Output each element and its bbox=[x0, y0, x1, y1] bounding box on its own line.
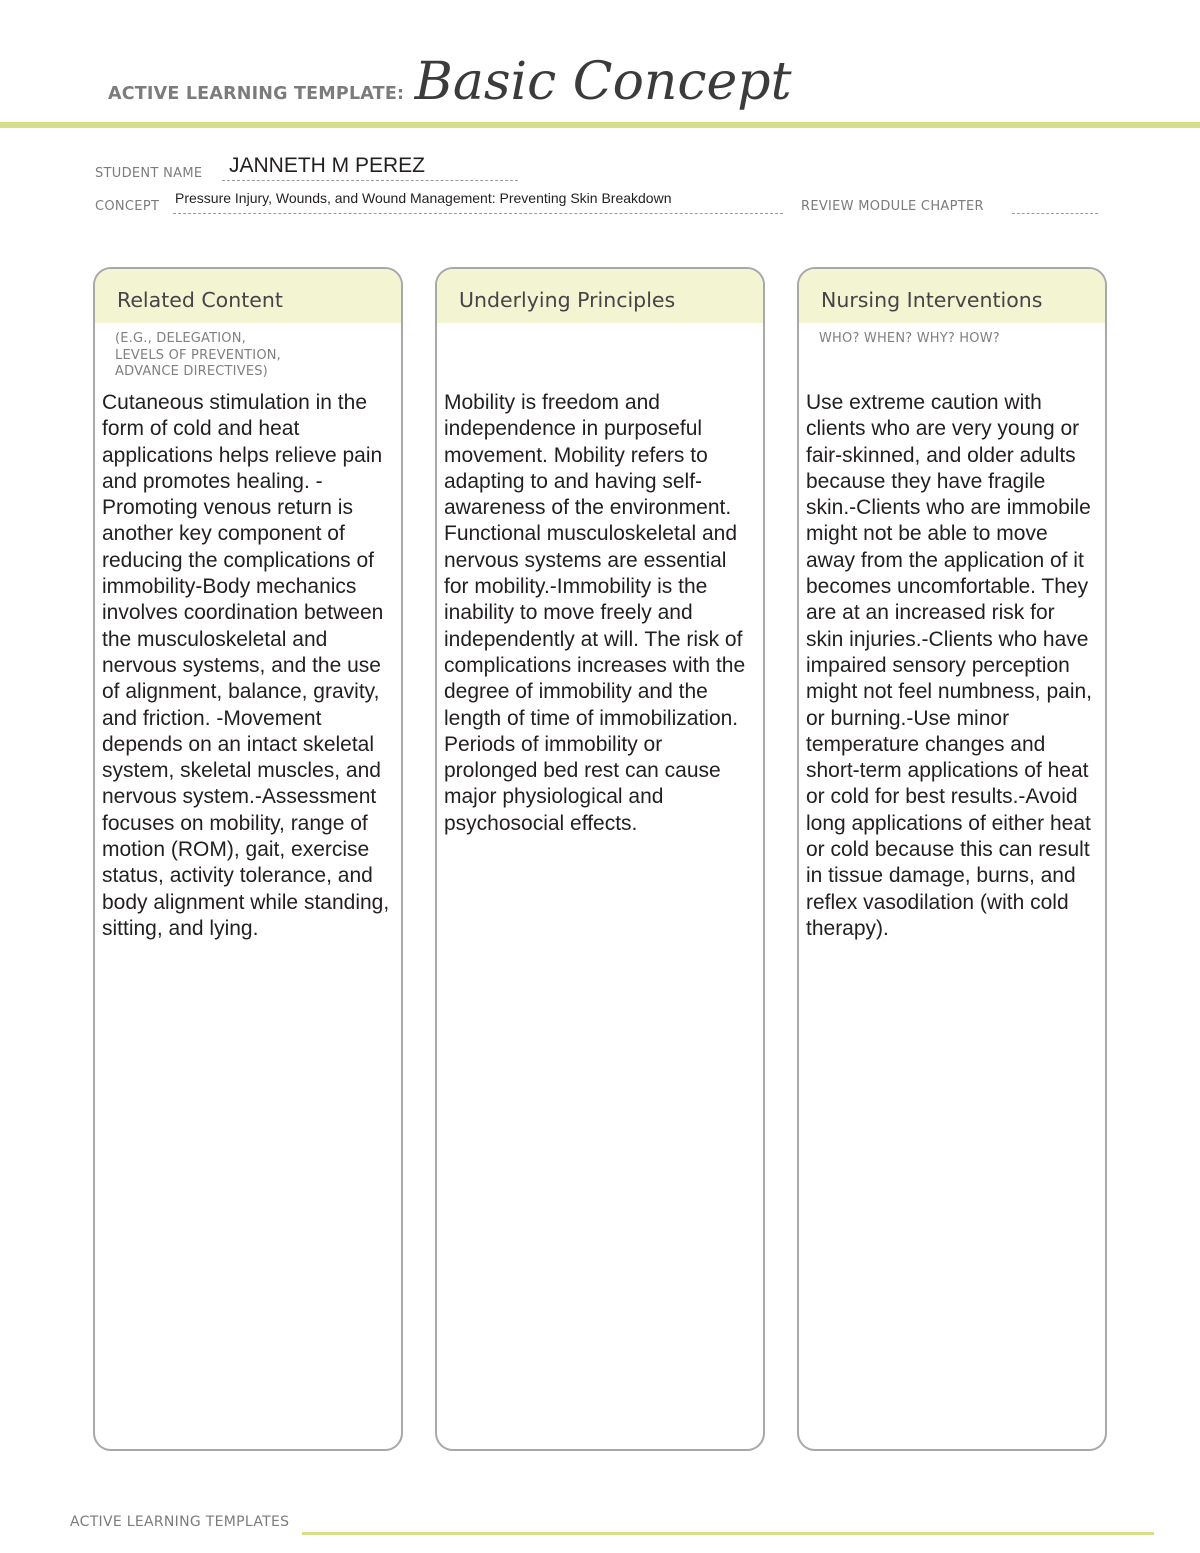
nursing-interventions-panel bbox=[797, 267, 1107, 1451]
nursing-interventions-subtitle: WHO? WHEN? WHY? HOW? bbox=[819, 331, 1000, 346]
related-content-subtitle: (E.G., DELEGATION, LEVELS OF PREVENTION, ADVANCE DIRECTIVES) bbox=[115, 331, 282, 379]
student-name-field[interactable]: JANNETH M PEREZ bbox=[229, 154, 426, 177]
review-module-line bbox=[1012, 213, 1098, 214]
template-label: ACTIVE LEARNING TEMPLATE: bbox=[108, 84, 405, 104]
underlying-principles-text[interactable]: Mobility is freedom and independence in purposeful movement. Mobility refers to adapting to and having self-awareness of the environment. Functional musculoskeletal and nervous systems are essential for mobility.-Immobility is the inability to move freely and independently at will. The risk of complications increases with the degree of immobility and the length of time of immobilization. Periods of immobility or prolonged bed rest can cause major physiological and psychosocial effects. bbox=[444, 391, 746, 835]
nursing-interventions-text[interactable]: Use extreme caution with clients who are very young or fair-skinned, and older adults because they have fragile skin.-Clients who are immobile might not be able to move away from the application of it becomes uncomfortable. They are at an increased risk for skin injuries.-Clients who have impaired sensory perception might not feel numbness, pain, or burning.-Use minor temperature changes and short-term applications of heat or cold for best results.-Avoid long applications of either heat or cold because this can result in tissue damage, burns, and reflex vasodilation (with cold therapy). bbox=[806, 391, 1093, 940]
template-header bbox=[108, 52, 791, 122]
footer-label: ACTIVE LEARNING TEMPLATES bbox=[70, 1514, 290, 1530]
student-name-label: STUDENT NAME bbox=[95, 166, 203, 181]
related-content-panel bbox=[93, 267, 403, 1451]
header-divider bbox=[0, 122, 1200, 128]
template-title: Basic Concept bbox=[414, 52, 792, 112]
related-content-text[interactable]: Cutaneous stimulation in the form of cold and heat applications helps relieve pain and promotes healing. -Promoting venous return is another key component of reducing the complications of immobility-Body mechanics involves coordination between the musculoskeletal and nervous systems, and the use of alignment, balance, gravity, and friction. -Movement depends on an intact skeletal system, skeletal muscles, and nervous system.-Assessment focuses on mobility, range of motion (ROM), gait, exercise status, activity tolerance, and body alignment while standing, sitting, and lying. bbox=[102, 391, 390, 940]
student-name-line bbox=[222, 180, 518, 181]
underlying-principles-title: Underlying Principles bbox=[437, 269, 763, 323]
review-module-label: REVIEW MODULE CHAPTER bbox=[801, 199, 984, 214]
concept-line bbox=[173, 213, 783, 214]
footer-divider bbox=[302, 1532, 1154, 1535]
nursing-interventions-title: Nursing Interventions bbox=[799, 269, 1105, 323]
related-content-title: Related Content bbox=[95, 269, 401, 323]
concept-field[interactable]: Pressure Injury, Wounds, and Wound Management: Preventing Skin Breakdown bbox=[175, 190, 672, 206]
concept-label: CONCEPT bbox=[95, 199, 160, 214]
underlying-principles-panel bbox=[435, 267, 765, 1451]
